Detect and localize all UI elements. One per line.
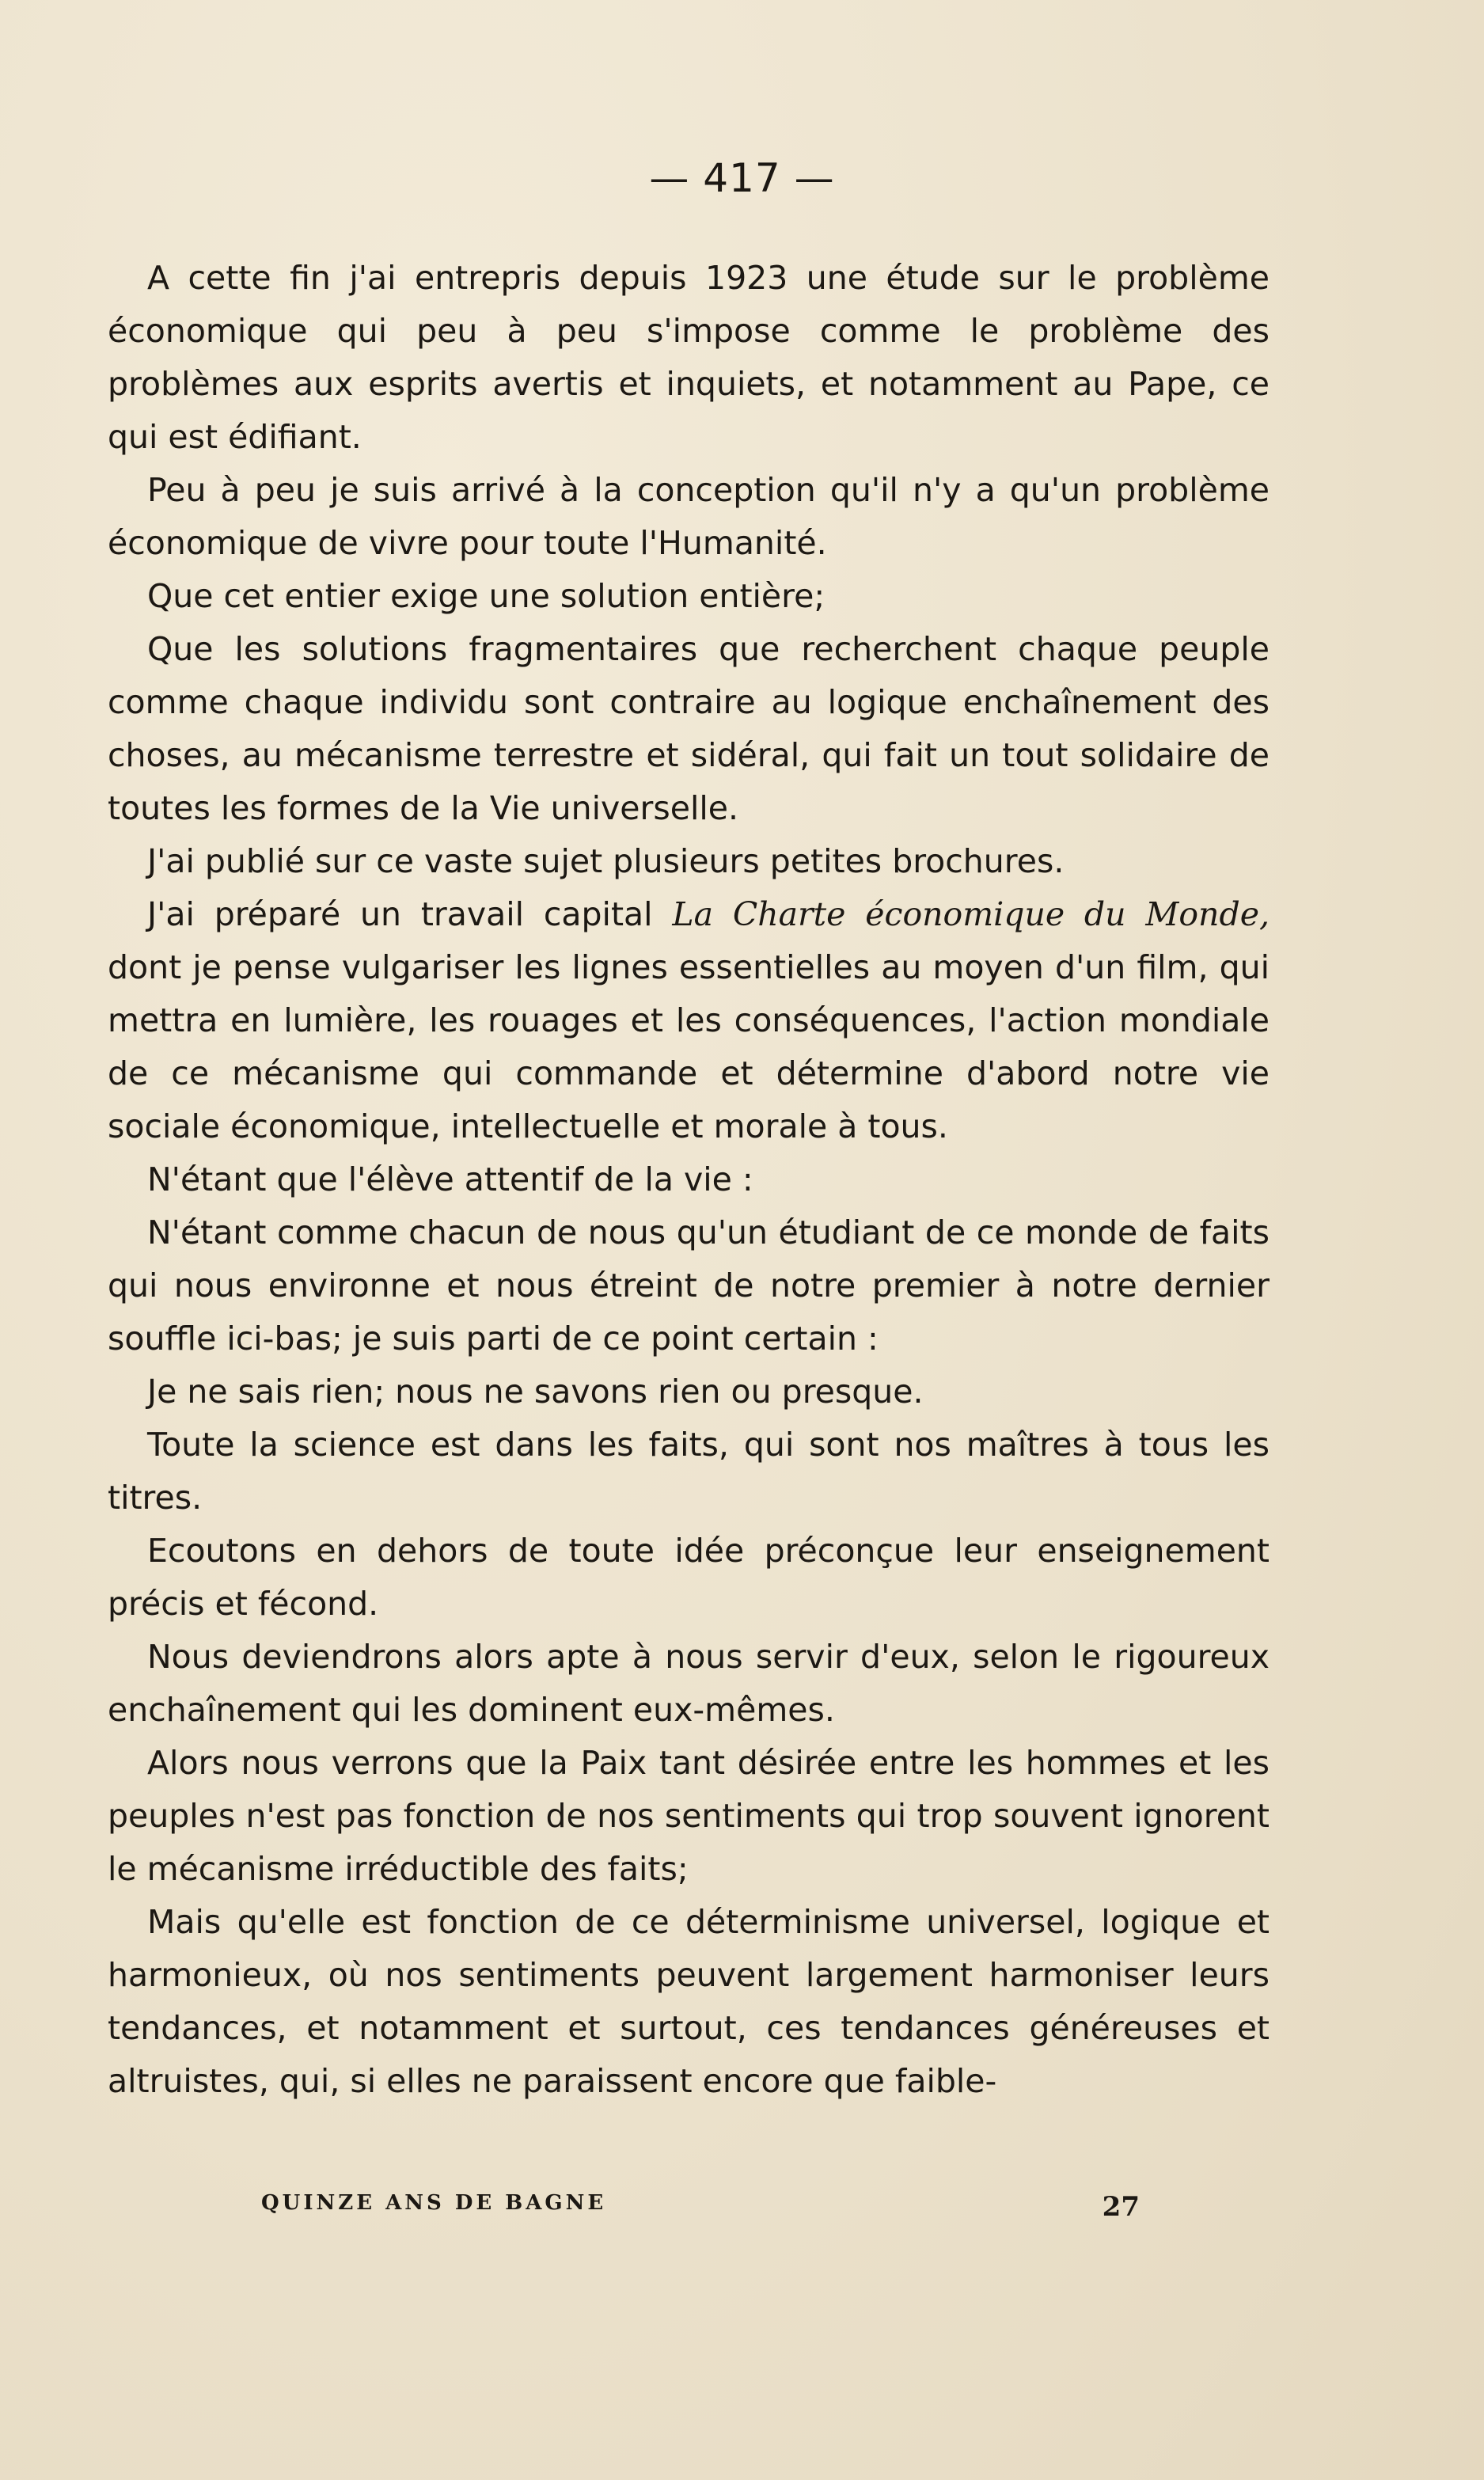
paragraph: Toute la science est dans les faits, qui sont nos maîtres à tous les titres.: [108, 1426, 1270, 1517]
paragraph: N'étant comme chacun de nous qu'un étudiant de ce monde de faits qui nous environne et nous étreint de notre premier à notre dernier souffle ici-bas; je suis parti de ce point certain :: [108, 1213, 1270, 1358]
paragraph: Peu à peu je suis arrivé à la conception qu'il n'y a qu'un problème économique de vivre pour toute l'Humanité.: [108, 471, 1270, 562]
paragraph: [108, 888, 1270, 1153]
paragraph: Que cet entier exige une solution entière;: [147, 577, 825, 615]
paragraph-text: dont je pense vulgariser les lignes essentielles au moyen d'un film, qui mettra en lumière, les rouages et les conséquences, l'action mondiale de ce mécanisme qui commande et détermine d'abord notre vie sociale économique, intellectuelle et morale à tous.: [108, 948, 1270, 1145]
signature-mark: 27: [1102, 2191, 1140, 2223]
page-footer: [261, 2191, 1140, 2223]
paragraph-text: J'ai préparé un travail capital: [147, 895, 673, 933]
paragraph: A cette fin j'ai entrepris depuis 1923 une étude sur le problème économique qui peu à peu s'impose comme le problème des problèmes aux esprits avertis et inquiets, et notamment au Pape, ce qui est édifiant.: [108, 259, 1270, 456]
page-number: — 417 —: [649, 155, 835, 201]
paragraph: Je ne sais rien; nous ne savons rien ou presque.: [147, 1373, 924, 1411]
paragraph: Alors nous verrons que la Paix tant désirée entre les hommes et les peuples n'est pas fonction de nos sentiments qui trop souvent ignorent le mécanisme irréductible des faits;: [108, 1744, 1270, 1888]
paragraph: Mais qu'elle est fonction de ce déterminisme universel, logique et harmonieux, où nos sentiments peuvent largement harmoniser leurs tendances, et notamment et surtout, ces tendances généreuses et altruistes, qui, si elles ne paraissent encore que faible-: [108, 1903, 1270, 2100]
paragraph: Que les solutions fragmentaires que recherchent chaque peuple comme chaque individu sont contraire au logique enchaînement des choses, au mécanisme terrestre et sidéral, qui fait un tout solidaire de toutes les formes de la Vie universelle.: [108, 630, 1270, 827]
paragraph: N'étant que l'élève attentif de la vie :: [147, 1160, 753, 1198]
paragraph: Ecoutons en dehors de toute idée préconçue leur enseignement précis et fécond.: [108, 1532, 1270, 1623]
paragraph: Nous deviendrons alors apte à nous servir d'eux, selon le rigoureux enchaînement qui les dominent eux-mêmes.: [108, 1638, 1270, 1729]
body-text: [108, 252, 1270, 2108]
paragraph: J'ai publié sur ce vaste sujet plusieurs petites brochures.: [147, 842, 1065, 880]
running-title: QUINZE ANS DE BAGNE: [261, 2191, 607, 2215]
work-title: La Charte économique du Monde,: [672, 895, 1270, 933]
